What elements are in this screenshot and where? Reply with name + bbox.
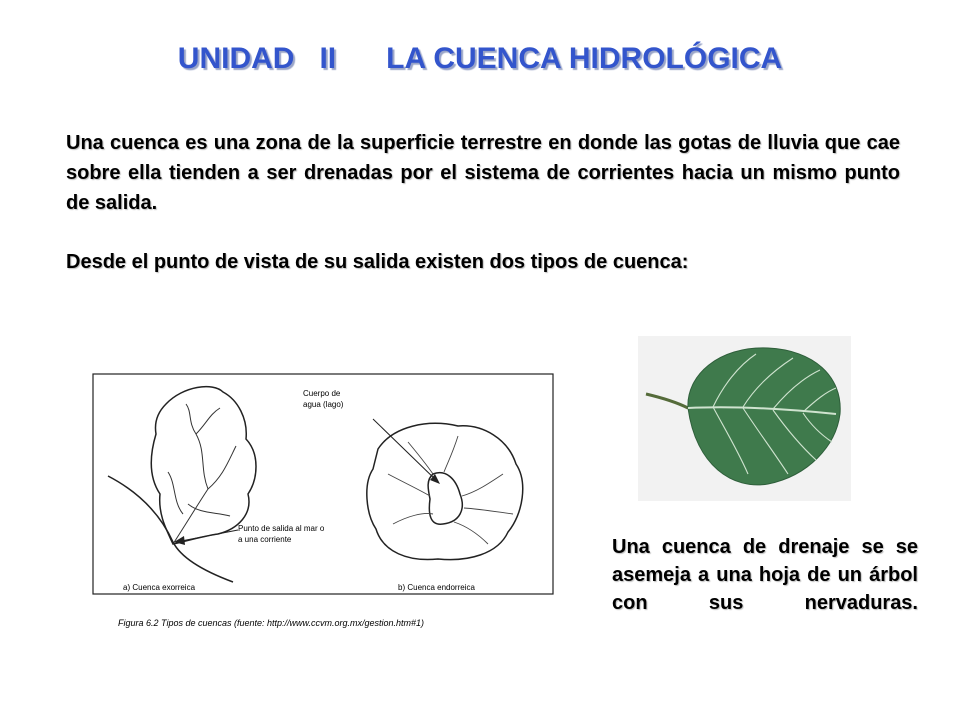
figure-caption: Figura 6.2 Tipos de cuencas (fuente: http://www.ccvm.org.mx/gestion.htm#1) (118, 618, 425, 628)
page-title (0, 42, 960, 76)
types-intro-paragraph: Desde el punto de vista de su salida existen dos tipos de cuenca: (66, 251, 689, 273)
definition-paragraph: Una cuenca es una zona de la superficie terrestre en donde las gotas de lluvia que cae sobre ella tienden a ser drenadas por el sistema de corrientes hacia un mismo punto de salida. (66, 132, 900, 214)
title-name: LA CUENCA HIDROLÓGICA (386, 42, 783, 75)
basin-types-figure (88, 364, 558, 644)
outlet-label-1: Punto de salida al mar o (238, 524, 325, 533)
exorheic-drainage-network (168, 404, 236, 544)
exorheic-label: a) Cuenca exorreica (123, 583, 196, 592)
leaf-photo (638, 336, 851, 501)
endorheic-label: b) Cuenca endorreica (398, 583, 475, 592)
outlet-arrow-line (176, 530, 238, 542)
endorheic-basin-outline (367, 423, 523, 559)
water-body-label-2: agua (lago) (303, 400, 344, 409)
outlet-label-2: a una corriente (238, 535, 292, 544)
title-unit: UNIDAD II (177, 42, 337, 75)
outlet-river (108, 476, 233, 582)
leaf-caption: Una cuenca de drenaje se se asemeja a una hoja de un árbol con sus nervaduras. (612, 536, 918, 614)
water-body-label-1: Cuerpo de (303, 389, 341, 398)
